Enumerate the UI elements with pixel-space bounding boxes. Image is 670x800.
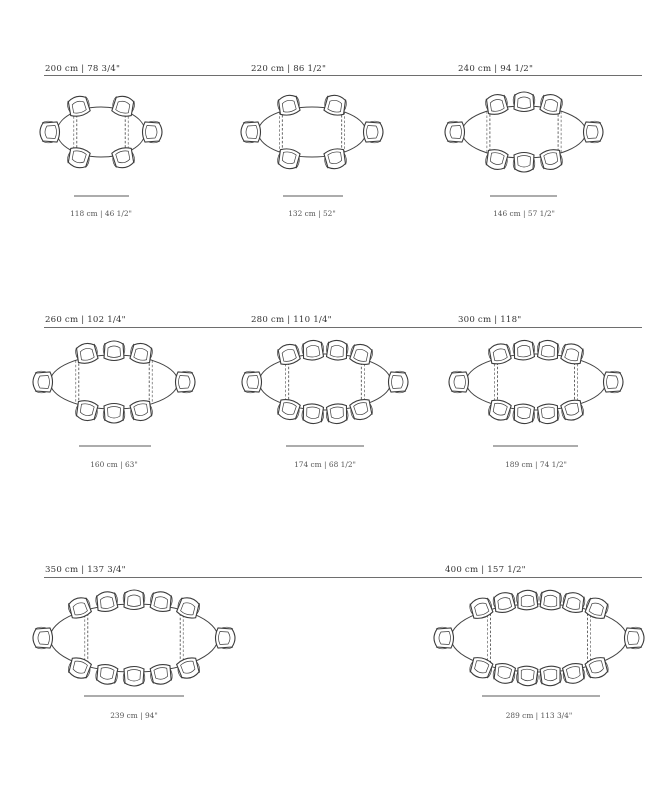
chair-top xyxy=(513,92,535,112)
table-width-label-300: 189 cm | 74 1/2" xyxy=(505,460,567,469)
chair-bottom xyxy=(516,666,539,687)
chair-bottom xyxy=(513,153,535,173)
chair-bottom xyxy=(301,403,324,424)
chair-end-left xyxy=(449,371,469,393)
chair-top xyxy=(484,93,509,117)
chair-end-right xyxy=(625,627,645,649)
table-plan-t240 xyxy=(445,92,603,196)
table-length-label-280: 280 cm | 110 1/4" xyxy=(251,315,332,325)
chair-top xyxy=(584,595,611,620)
chair-end-left xyxy=(434,627,454,649)
table-top xyxy=(259,354,391,410)
table-width-label-280: 174 cm | 68 1/2" xyxy=(294,460,356,469)
table-width-label-200: 118 cm | 46 1/2" xyxy=(70,209,132,218)
chair-bottom xyxy=(584,655,611,680)
table-length-label-350: 350 cm | 137 3/4" xyxy=(45,565,126,575)
chair-end-left xyxy=(40,121,60,143)
chair-bottom xyxy=(468,655,495,680)
table-plan-t260 xyxy=(33,341,195,446)
table-length-label-300: 300 cm | 118" xyxy=(458,315,522,325)
chair-top xyxy=(539,93,564,117)
chair-end-left xyxy=(241,121,261,143)
table-length-label-240: 240 cm | 94 1/2" xyxy=(458,64,534,74)
chair-top xyxy=(103,341,125,361)
table-length-label-260: 260 cm | 102 1/4" xyxy=(45,315,126,325)
chair-top xyxy=(175,595,202,620)
chair-top xyxy=(149,590,173,613)
table-length-label-400: 400 cm | 157 1/2" xyxy=(445,565,526,575)
chair-top xyxy=(559,342,585,366)
chair-bottom xyxy=(348,397,374,422)
chair-top xyxy=(325,340,348,361)
chair-top xyxy=(487,342,513,366)
chair-bottom xyxy=(561,662,586,685)
table-plan-t200 xyxy=(40,94,162,196)
table-width-label-400: 289 cm | 113 3/4" xyxy=(505,711,573,720)
table-plan-t280 xyxy=(242,340,408,446)
chair-top xyxy=(512,340,535,361)
chair-bottom xyxy=(325,403,348,424)
chair-top xyxy=(66,595,93,620)
chair-top xyxy=(74,342,99,366)
table-drawings xyxy=(33,92,644,696)
chair-bottom xyxy=(323,147,348,171)
chair-bottom xyxy=(149,663,173,686)
chair-bottom xyxy=(484,148,509,172)
chair-bottom xyxy=(175,656,202,681)
chair-end-right xyxy=(216,627,236,649)
chair-bottom xyxy=(74,399,99,423)
table-top xyxy=(50,355,178,409)
table-width-label-260: 160 cm | 63" xyxy=(90,460,138,469)
chair-top xyxy=(276,93,301,117)
table-plan-t400 xyxy=(434,590,644,696)
table-width-label-350: 239 cm | 94" xyxy=(110,711,158,720)
chair-top xyxy=(468,595,495,620)
table-width-label-220: 132 cm | 52" xyxy=(288,209,336,218)
chair-top xyxy=(95,590,119,613)
chair-end-right xyxy=(584,121,604,143)
chair-top xyxy=(516,590,539,611)
table-top xyxy=(466,354,606,410)
chair-bottom xyxy=(276,397,302,422)
chair-end-right xyxy=(604,371,624,393)
table-length-label-220: 220 cm | 86 1/2" xyxy=(251,64,327,74)
chair-top xyxy=(123,590,145,610)
table-plan-t350 xyxy=(33,590,235,696)
chair-top xyxy=(537,340,560,361)
chair-top xyxy=(276,342,302,367)
chair-bottom xyxy=(539,148,564,172)
chair-bottom xyxy=(539,666,562,687)
chair-bottom xyxy=(123,667,145,687)
chair-top xyxy=(561,591,586,614)
table-plan-t300 xyxy=(449,340,623,446)
chair-bottom xyxy=(66,656,93,681)
chair-top xyxy=(301,340,324,361)
chair-top xyxy=(129,342,154,366)
chair-end-right xyxy=(389,371,409,393)
chair-bottom xyxy=(559,398,585,422)
chair-bottom xyxy=(95,663,119,686)
chair-top xyxy=(539,590,562,611)
chair-end-right xyxy=(364,121,384,143)
chair-top xyxy=(323,93,348,117)
chair-top xyxy=(348,342,374,367)
chair-bottom xyxy=(492,662,517,685)
chair-end-left xyxy=(445,121,465,143)
chair-end-right xyxy=(143,121,163,143)
chair-end-right xyxy=(176,371,196,393)
chair-bottom xyxy=(512,403,535,424)
table-top xyxy=(462,106,586,158)
chair-end-left xyxy=(33,371,53,393)
chair-end-left xyxy=(242,371,262,393)
table-width-label-240: 146 cm | 57 1/2" xyxy=(493,209,555,218)
chair-bottom xyxy=(276,147,301,171)
chair-end-left xyxy=(33,627,53,649)
table-length-label-200: 200 cm | 78 3/4" xyxy=(45,64,121,74)
table-top xyxy=(258,107,366,157)
chair-bottom xyxy=(129,399,154,423)
chair-bottom xyxy=(103,404,125,424)
chair-bottom xyxy=(537,403,560,424)
chair-top xyxy=(492,591,517,614)
table-plan-t220 xyxy=(241,93,383,196)
chair-bottom xyxy=(487,398,513,422)
